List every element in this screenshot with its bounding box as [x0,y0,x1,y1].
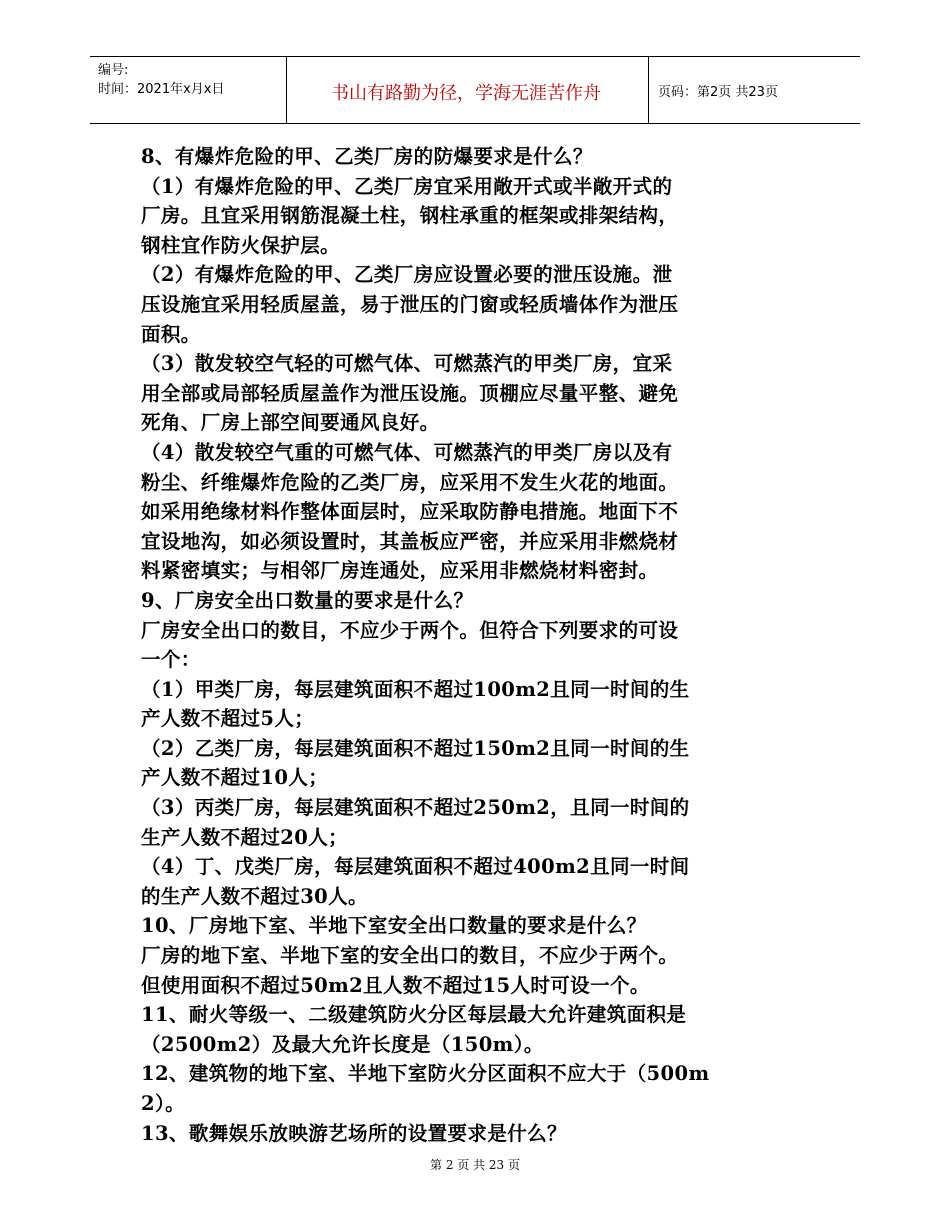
body-text-line: 如采用绝缘材料作整体面层时，应采取防静电措施。地面下不 [141,500,679,524]
body-text-line: 但使用面积不超过50m2且人数不超过15人时可设一个。 [141,973,650,997]
body-text-line: （1）有爆炸危险的甲、乙类厂房宜采用敞开式或半敞开式的 [141,174,673,198]
body-text-line: （3）散发较空气轻的可燃气体、可燃蒸汽的甲类厂房，宜采 [141,352,673,376]
body-text-line: 12、建筑物的地下室、半地下室防火分区面积不应大于（500m [141,1062,710,1086]
body-text-line: 2）。 [141,1092,186,1115]
body-text-line: 面积。 [141,322,201,346]
body-text-line: 产人数不超过10人； [141,766,329,790]
header-motto: 书山有路勤为径，学海无涯苦作舟 [331,83,601,104]
page-header [90,56,860,124]
body-text-line: （2）乙类厂房，每层建筑面积不超过150m2且同一时间的生 [141,736,690,760]
body-text-line: 粉尘、纤维爆炸危险的乙类厂房，应采用不发生火花的地面。 [141,470,679,494]
body-text-line: 产人数不超过5人； [141,707,315,731]
body-text-line: 生产人数不超过20人； [141,825,349,849]
body-text-line: （2）有爆炸危险的甲、乙类厂房应设置必要的泄压设施。泄 [141,263,673,287]
body-text-line: 一个： [141,648,201,672]
document-number-label: 编号: [98,63,129,78]
body-text-line: 11、耐火等级一、二级建筑防火分区每层最大允许建筑面积是 [141,1003,687,1027]
body-text-line: 厂房的地下室、半地下室的安全出口的数目，不应少于两个。 [141,944,679,968]
body-text-line: （2500m2）及最大允许长度是（150m）。 [141,1032,544,1056]
body-text-line: 料紧密填实；与相邻厂房连通处，应采用非燃烧材料密封。 [141,559,659,583]
body-text-line: （3）丙类厂房，每层建筑面积不超过250m2，且同一时间的 [141,796,690,820]
document-body [141,142,821,1148]
body-text-line: 钢柱宜作防火保护层。 [141,233,341,257]
header-page-info: 页码：第2页 共23页 [658,85,778,100]
body-text-line: （1）甲类厂房，每层建筑面积不超过100m2且同一时间的生 [141,677,690,701]
body-text-line: 用全部或局部轻质屋盖作为泄压设施。顶棚应尽量平整、避免 [141,381,679,405]
body-text-line: 8、有爆炸危险的甲、乙类厂房的防爆要求是什么？ [141,145,593,168]
header-divider [648,57,649,123]
body-text-line: 死角、厂房上部空间要通风良好。 [141,411,440,435]
body-text-line: （4）散发较空气重的可燃气体、可燃蒸汽的甲类厂房以及有 [141,440,673,464]
body-text-line: （4）丁、戊类厂房，每层建筑面积不超过400m2且同一时间 [141,855,690,879]
body-text-line: 13、歌舞娱乐放映游艺场所的设置要求是什么？ [141,1121,567,1145]
document-date: 时间：2021年x月x日 [98,82,225,97]
body-text-line: 厂房。且宜采用钢筋混凝土柱，钢柱承重的框架或排架结构， [141,204,679,228]
page-footer: 第 2 页 共 23 页 [430,1158,520,1172]
body-text-line: 宜设地沟，如必须设置时，其盖板应严密，并应采用非燃烧材 [141,529,679,553]
body-text-line: 的生产人数不超过30人。 [141,884,368,908]
body-text-line: 9、厂房安全出口数量的要求是什么？ [141,588,474,612]
body-text-line: 10、厂房地下室、半地下室安全出口数量的要求是什么？ [141,914,647,938]
header-meta [98,61,224,99]
body-text-line: 厂房安全出口的数目，不应少于两个。但符合下列要求的可设 [141,618,679,642]
body-text-line: 压设施宜采用轻质屋盖，易于泄压的门窗或轻质墙体作为泄压 [141,292,679,316]
